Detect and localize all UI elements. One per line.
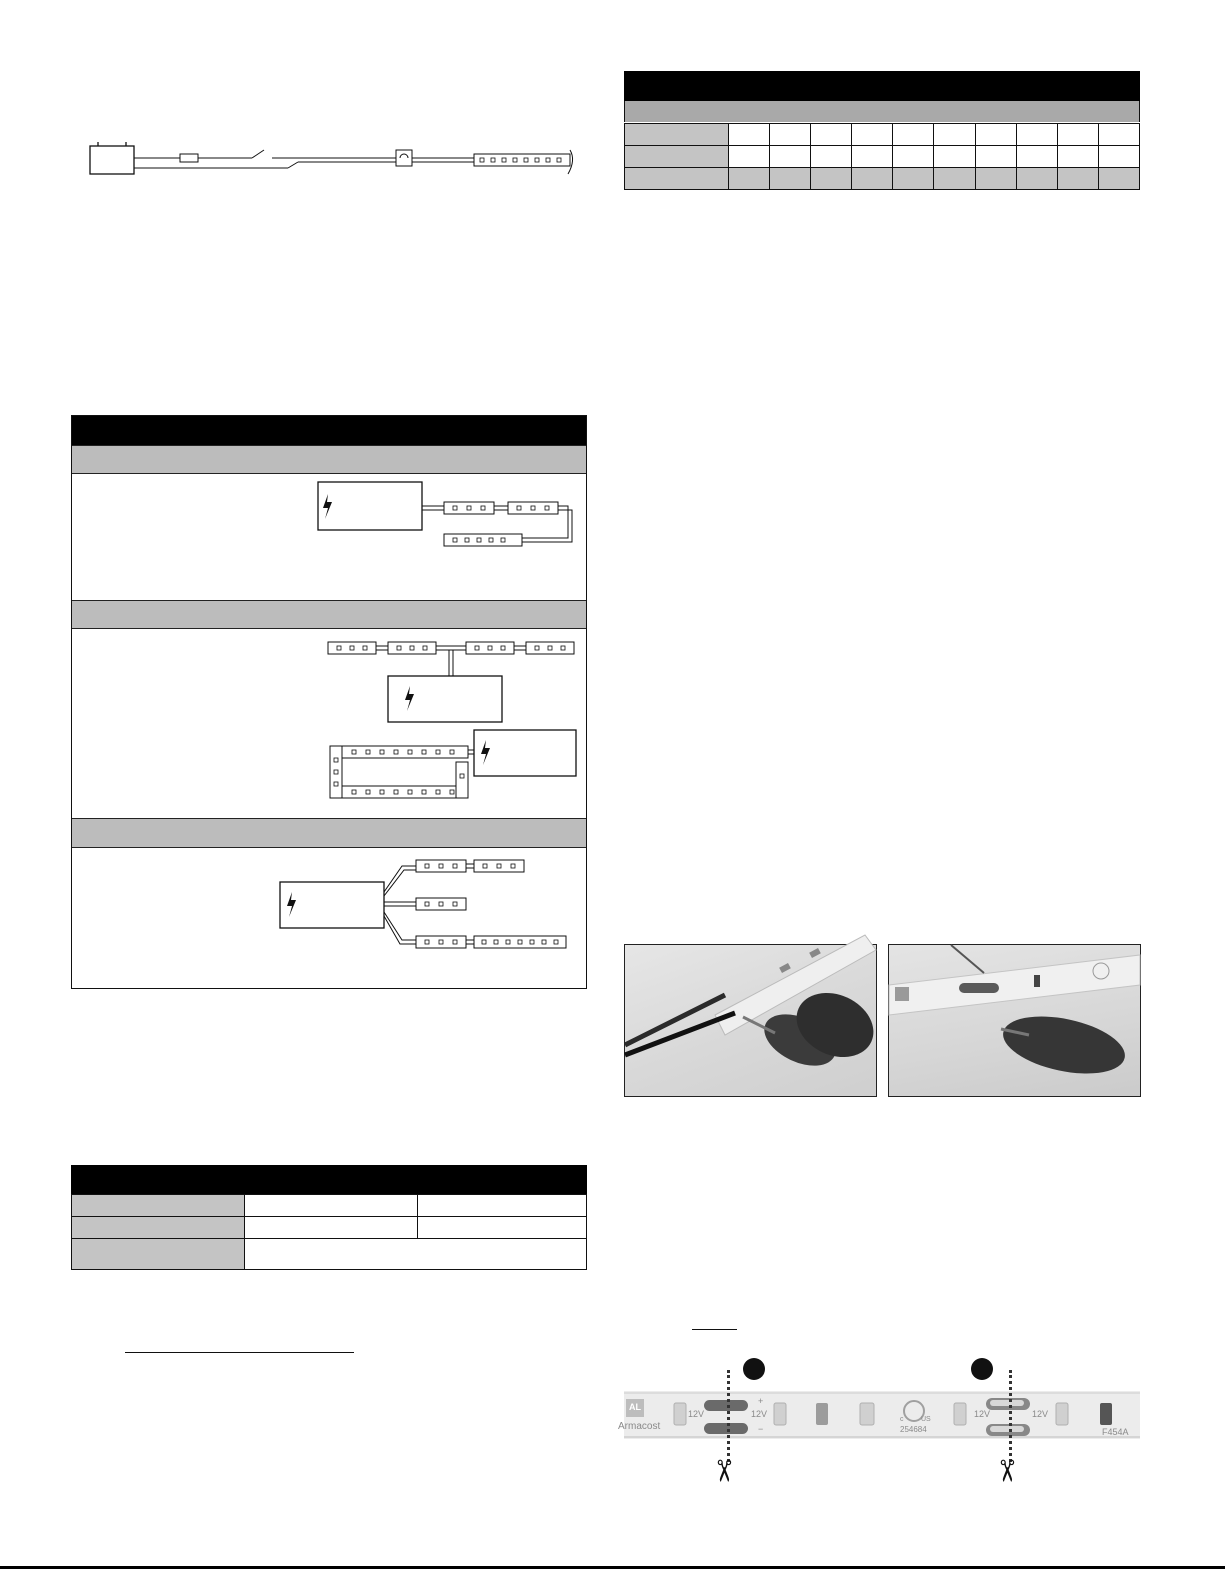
wiring-diagram — [80, 130, 590, 190]
connection-methods-header — [72, 416, 586, 445]
underlined-link-line — [125, 1352, 354, 1353]
tinning-photo — [888, 944, 1141, 1097]
spec-table — [71, 1194, 587, 1270]
fuse-icon — [180, 154, 198, 162]
strip-brand-text: Armacost — [618, 1421, 661, 1432]
led-strip-photo — [618, 1391, 1140, 1439]
section-header-center-feed — [72, 600, 586, 629]
spec-table-header — [71, 1165, 587, 1194]
switch-icon — [252, 150, 396, 158]
cut-point-marker-1 — [743, 1358, 765, 1380]
dimmer-icon — [396, 150, 412, 166]
cut-line-1 — [727, 1370, 730, 1462]
section-header-parallel — [72, 818, 586, 848]
scissors-icon: ✂ — [988, 1458, 1024, 1484]
center-feed-diagram — [326, 636, 580, 806]
run-length-table-subheader — [624, 101, 1140, 122]
led-strip-icon — [474, 150, 573, 174]
scissors-icon: ✂ — [705, 1458, 741, 1484]
soldering-photo — [624, 944, 877, 1097]
strip-cert-left: c — [900, 1416, 904, 1423]
strip-minus-label: − — [758, 1424, 764, 1434]
cut-line-2 — [1009, 1370, 1012, 1462]
strip-voltage-label: 12V — [688, 1409, 705, 1419]
run-length-table — [624, 123, 1140, 190]
strip-logo-text: AL — [629, 1402, 641, 1412]
page-footer-rule — [0, 1566, 1225, 1569]
strip-voltage-label: 12V — [751, 1409, 768, 1419]
strip-cert-number: 254684 — [900, 1425, 927, 1434]
strip-cert-right: US — [921, 1416, 931, 1423]
strip-model-text: F454A — [1102, 1427, 1129, 1437]
cut-guide-underline — [692, 1329, 737, 1330]
section-header-series — [72, 445, 586, 474]
series-diagram — [310, 478, 580, 548]
cut-point-marker-2 — [971, 1358, 993, 1380]
strip-voltage-label: 12V — [1032, 1409, 1049, 1419]
run-length-table-header — [624, 71, 1140, 101]
strip-plus-label: + — [758, 1396, 764, 1406]
strip-voltage-label: 12V — [974, 1409, 991, 1419]
power-supply-icon — [90, 142, 134, 174]
parallel-diagram — [278, 852, 578, 962]
